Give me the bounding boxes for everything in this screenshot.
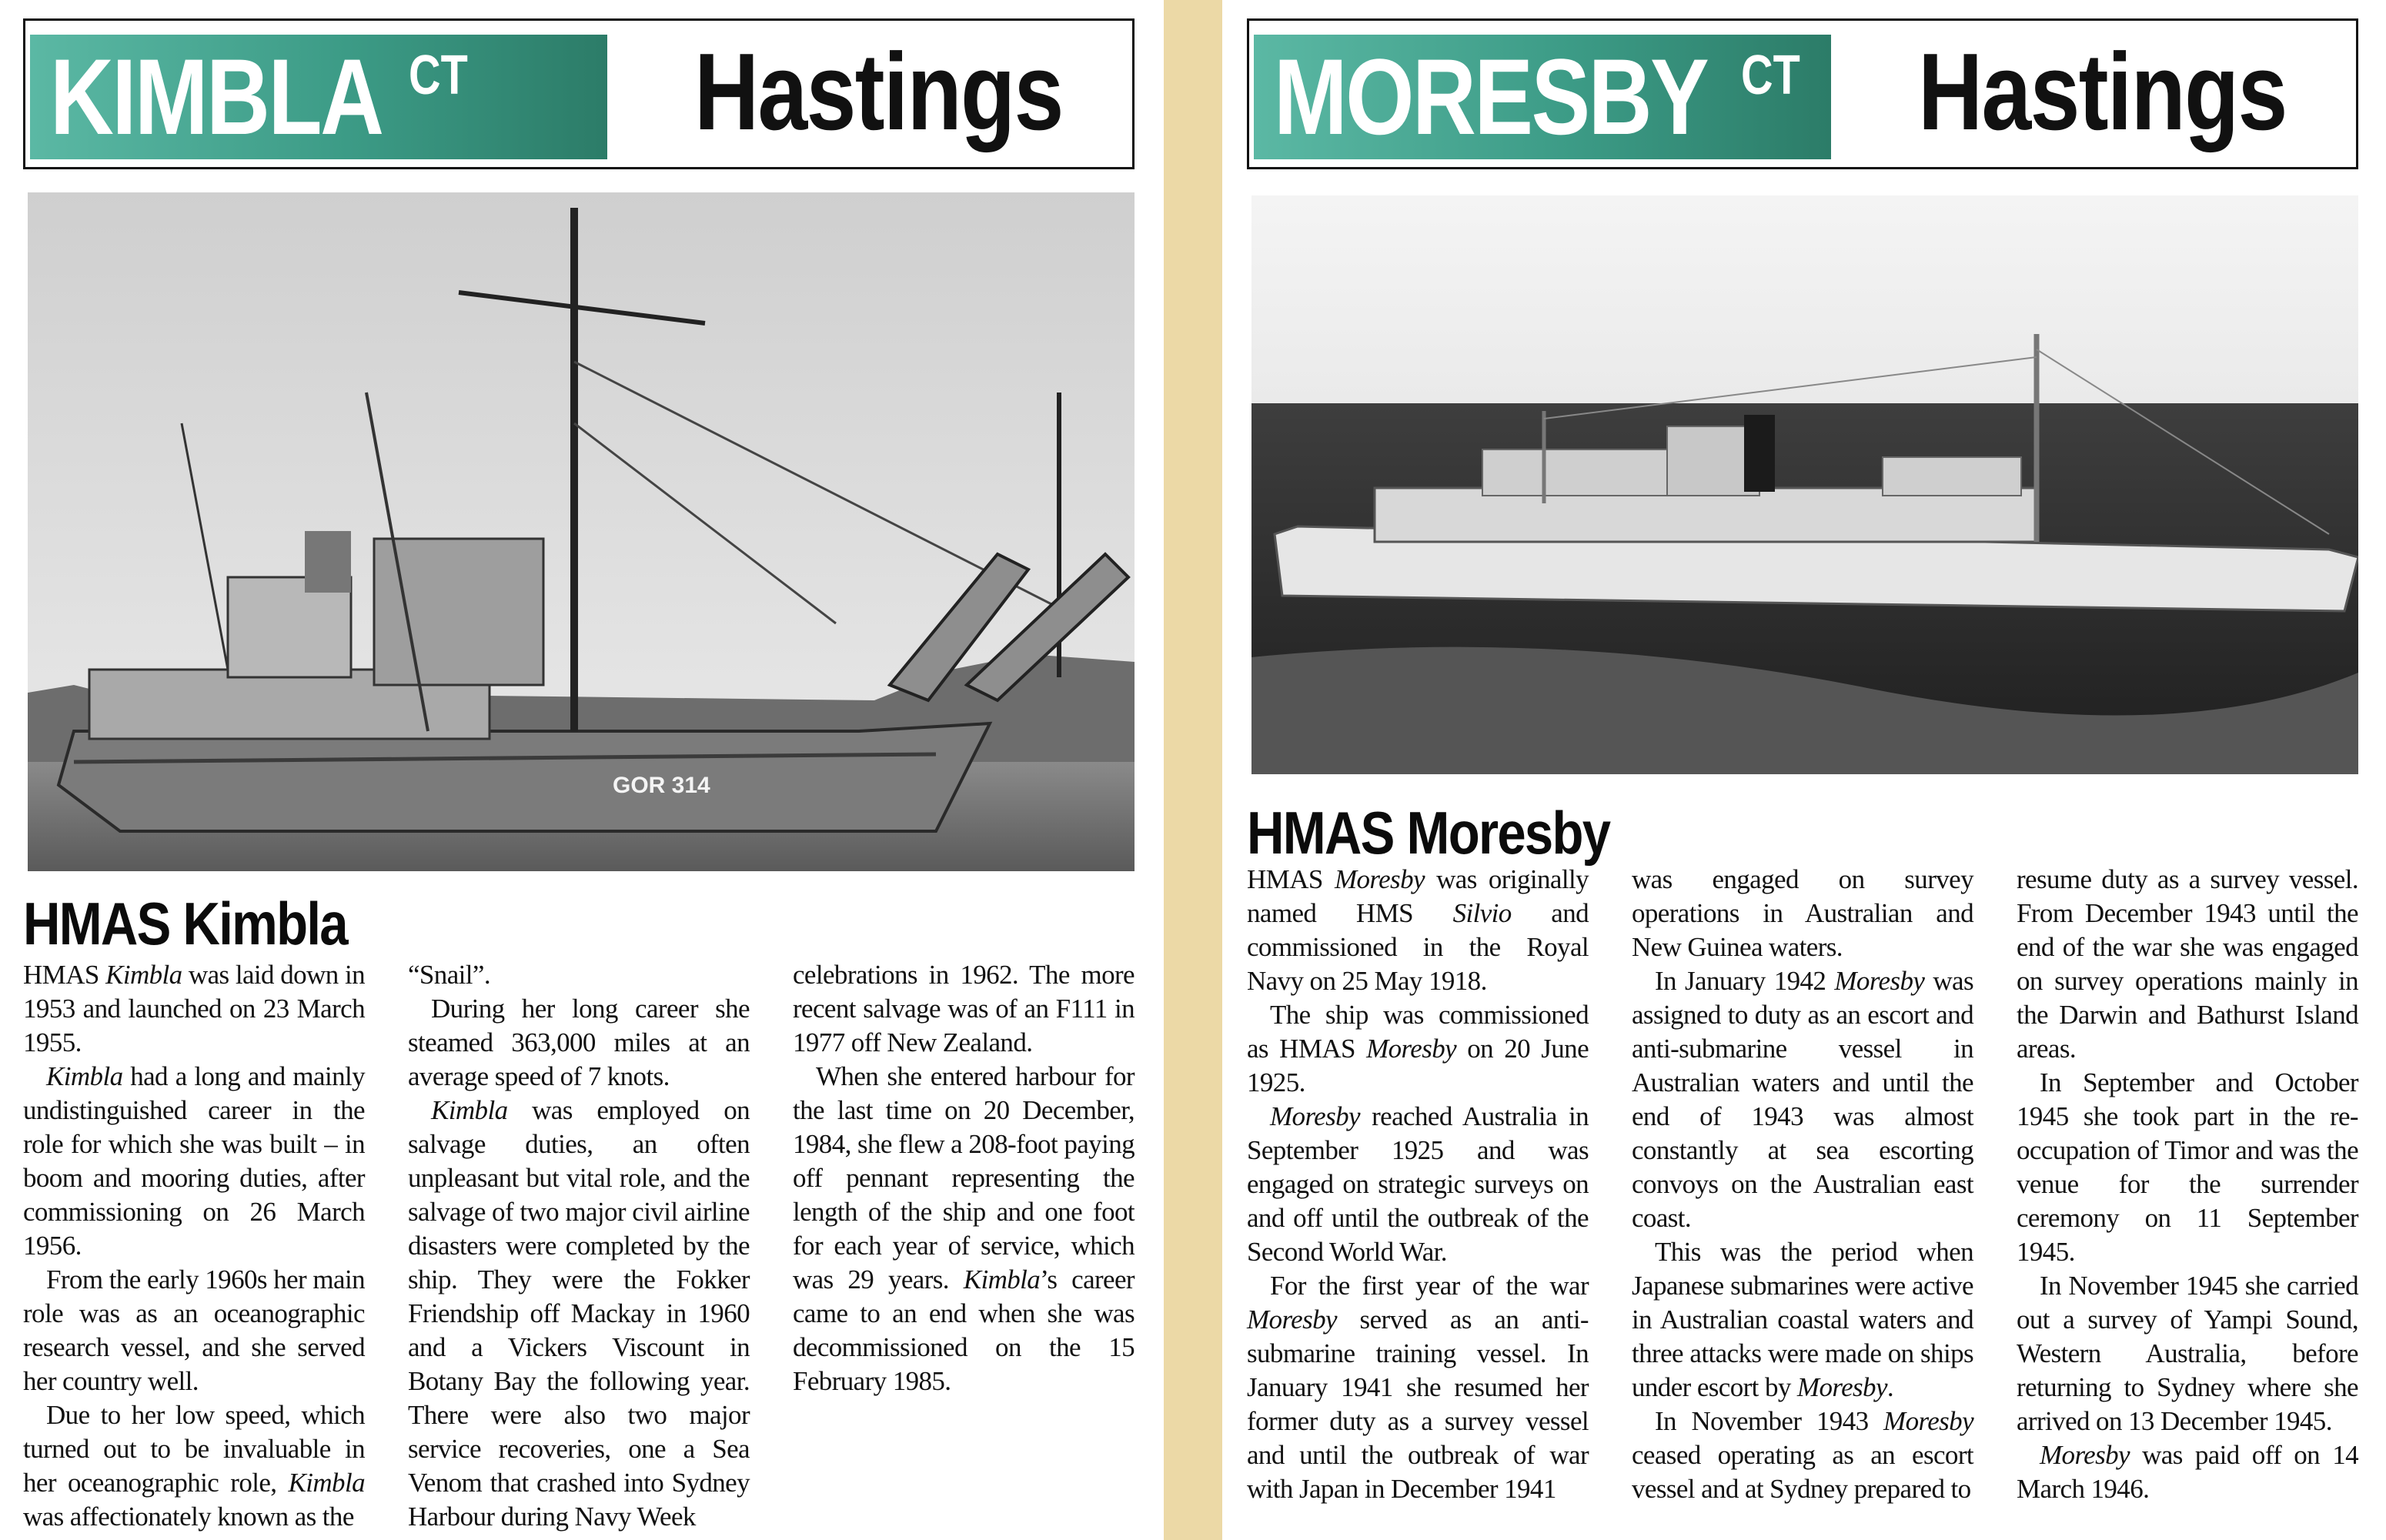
paragraph-continued: resume duty as a survey vessel. From December 1943 until the end of the war she was engaged on survey operations mainly in the Darwin and Bathurst Island areas.	[2017, 864, 2358, 1064]
article-title: HMAS Kimbla	[23, 890, 347, 957]
text-column	[1632, 863, 1973, 1537]
street-sign	[1254, 35, 1831, 159]
street-header	[1247, 18, 2358, 169]
paragraph: The ship was commissioned as HMAS Moresby on 20 June 1925.	[1247, 1000, 1589, 1097]
paragraph: From the early 1960s her main role was as an oceanographic research vessel, and she served her country well.	[23, 1264, 365, 1396]
text-column	[1247, 863, 1589, 1537]
kimbla-ship-photo	[28, 192, 1135, 871]
moresby-photo-drawing	[1251, 195, 2358, 774]
paragraph-continued: celebrations in 1962. The more recent salvage was of an F111 in 1977 off New Zealand.	[793, 960, 1135, 1057]
paragraph: Due to her low speed, which turned out to be invaluable in her oceanographic role, Kimbla was affectionately known as the	[23, 1400, 365, 1532]
paragraph-continued: was engaged on survey operations in Australian and New Guinea waters.	[1632, 864, 1973, 962]
article-body	[1247, 863, 2358, 1537]
text-column	[793, 958, 1135, 1535]
street-name: KIMBLA	[50, 36, 383, 157]
paragraph: In September and October 1945 she took part in the re-occupation of Timor and was the venue for the surrender ceremony on 11 September 1945.	[2017, 1067, 2358, 1267]
street-sign	[30, 35, 607, 159]
paragraph: Moresby reached Australia in September 1925 and was engaged on strategic surveys on and off until the outbreak of the Second World War.	[1247, 1101, 1589, 1267]
moresby-ship-photo	[1251, 195, 2358, 774]
paragraph: During her long career she steamed 363,000 miles at an average speed of 7 knots.	[408, 994, 750, 1091]
text-column	[2017, 863, 2358, 1537]
text-column	[408, 958, 750, 1535]
kimbla-panel	[23, 0, 1139, 1540]
paragraph: Kimbla had a long and mainly undistinguished career in the role for which she was built – in boom and mooring duties, after commissioning on 26 March 1956.	[23, 1061, 365, 1261]
paragraph-continued: “Snail”.	[408, 960, 490, 990]
paragraph: HMAS Kimbla was laid down in 1953 and launched on 23 March 1955.	[23, 960, 366, 1057]
moresby-panel	[1247, 0, 2363, 1540]
paragraph: Moresby was paid off on 14 March 1946.	[2017, 1440, 2358, 1504]
article-title: HMAS Moresby	[1247, 799, 1610, 867]
kimbla-photo-drawing	[28, 192, 1135, 871]
text-column	[23, 958, 365, 1535]
article-body	[23, 958, 1135, 1535]
street-header	[23, 18, 1135, 169]
paragraph: In November 1945 she carried out a survey of Yampi Sound, Western Australia, before returning to Sydney where she arrived on 13 December 1945.	[2017, 1271, 2358, 1436]
paragraph: This was the period when Japanese submarines were active in Australian coastal waters and three attacks were made on ships under escort by Moresby.	[1632, 1237, 1973, 1402]
paragraph: When she entered harbour for the last time on 20 December, 1984, she flew a 208-foot paying off pennant representing the length of the ship and one foot for each year of service, which was 29 years. Kimbla’s career came to an end when she was decommissioned on the 15 February 1985.	[793, 1061, 1135, 1396]
suburb-name: Hastings	[1918, 31, 2287, 153]
street-name: MORESBY	[1274, 36, 1708, 157]
paragraph: Kimbla was employed on salvage duties, an often unpleasant but vital role, and the salvage of two major civil airline disasters were completed by the ship. They were the Fokker Friendship off Mackay in 1960 and a Vickers Viscount in Botany Bay the following year. There were also two major service recoveries, one a Sea Venom that crashed into Sydney Harbour during Navy Week	[408, 1095, 750, 1532]
street-type: CT	[1740, 45, 1800, 106]
paragraph: HMAS Moresby was originally named HMS Silvio and commissioned in the Royal Navy on 25 May 1918.	[1247, 864, 1589, 996]
paragraph: For the first year of the war Moresby served as an anti-submarine training vessel. In January 1941 she resumed her former duty as a survey vessel and until the outbreak of war with Japan in December 1941	[1247, 1271, 1589, 1504]
paragraph: In January 1942 Moresby was assigned to duty as an escort and anti-submarine vessel in Australian waters and until the end of 1943 was almost constantly at sea escorting convoys on the Australian east coast.	[1632, 966, 1974, 1233]
page-gutter	[1164, 0, 1222, 1540]
street-type: CT	[409, 45, 469, 106]
hull-number-label: GOR 314	[613, 773, 710, 798]
paragraph: In November 1943 Moresby ceased operating as an escort vessel and at Sydney prepared to	[1632, 1406, 1973, 1504]
suburb-name: Hastings	[694, 31, 1063, 153]
